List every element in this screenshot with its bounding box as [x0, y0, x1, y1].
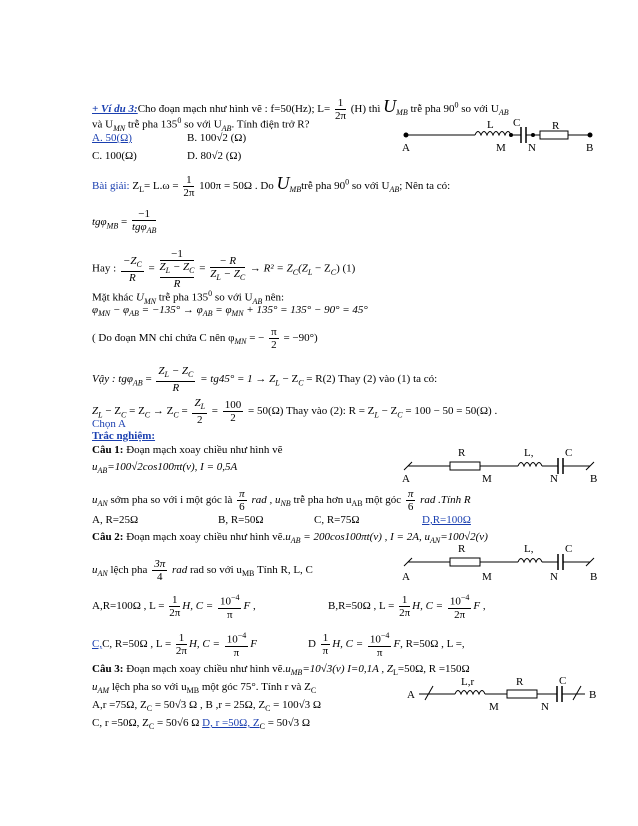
circuit-diagram-1	[400, 118, 600, 154]
q3-options-row1	[92, 699, 321, 715]
q2-option-c[interactable]: C,C, R=50Ω , L = $\frac{1}{2\pi}$ H, C = $\frac{10^{-4}}{\pi}$ F	[92, 631, 257, 659]
svg-text:M: M	[482, 571, 492, 582]
q1-option-b[interactable]: B, R=50Ω	[218, 514, 264, 526]
node-b-label: B	[586, 142, 594, 154]
svg-text:C: C	[565, 543, 573, 555]
q3-option-c[interactable]: C, r =50Ω, $Z_C = 50√6$ Ω	[92, 717, 200, 732]
example-options-row1	[92, 132, 247, 145]
svg-text:C: C	[559, 675, 567, 687]
solution-line-1: Bài giải: $Z_L= L.\omega$ = $\frac{1}{2\pi}$ 100π = 50Ω . Do $U_{MB}trễ$ pha $90^0$ so với $U_{AB}$; Nên ta có:	[92, 173, 451, 199]
q2-line2: $u_{AN}$ lệch pha $\frac{3\pi}{4}$ rad rad so với $u_{MB}$ Tính R, L, C	[92, 558, 313, 583]
svg-text:L,r: L,r	[461, 676, 475, 688]
example-heading: + Ví du 3:	[92, 103, 138, 116]
svg-text:R: R	[458, 543, 466, 555]
example-line-1: + Ví du 3:Cho đoạn mạch như hình vẽ : f=50(Hz); L= $\frac{1}{2\pi}$ (H) thì $U_{MB}$ trễ pha $90^0$ so với $U_{AB}$	[92, 96, 509, 122]
node-m-label: M	[496, 142, 506, 154]
q3-options-row2: C, r =50Ω, $Z_C = 50√6$ Ω D, r =50Ω, $Z_C = 50√3$ Ω	[92, 717, 311, 732]
node-n-label: N	[528, 142, 536, 154]
resistor-label: R	[552, 120, 560, 132]
frac-1-2pi: $\frac{1}{2\pi}$	[334, 97, 347, 122]
circuit-diagram-4	[405, 674, 600, 714]
q1-title-line: Câu 1: Đoạn mạch xoay chiều như hình vẽ	[92, 444, 283, 456]
svg-text:C: C	[565, 447, 573, 459]
example-intro: Cho đoạn mạch như hình vẽ : f=50(Hz); L=	[137, 103, 331, 116]
trac-nghiem-heading: Trắc nghiệm:	[92, 430, 156, 442]
solution-label: Bài giải:	[92, 180, 130, 193]
svg-text:L,: L,	[524, 543, 534, 555]
option-b[interactable]: B. 100√2 (Ω)	[187, 132, 247, 144]
hay-eq: Hay : $\frac{-Z_C}{R}$ = −1 $Z_L - Z_C$ R = $\frac{- R}{Z_L - Z_C}$ → $R^2 = Z_C(Z_L - Z_C)$ (1)	[92, 248, 356, 291]
q1-eq: $u_{AB}=100√2\cos 100\pi t(v)$, I = 0,5A	[92, 461, 238, 476]
option-d[interactable]: D. 80√2 (Ω)	[187, 150, 242, 162]
q3-option-a-b[interactable]: A,r =75Ω, $Z_C = 50√3$ Ω , B ,r = 25Ω, $Z_C = 100√3$ Ω	[92, 699, 322, 714]
option-a[interactable]: A. 50(Ω)	[92, 132, 132, 144]
svg-text:B: B	[590, 571, 598, 582]
node-a-label: A	[402, 142, 410, 154]
svg-text:R: R	[458, 447, 466, 459]
chon-answer: Chọn A	[92, 418, 126, 430]
q3-title-line: Câu 3: Đoạn mạch xoay chiều như hình $vẽ.u_{MB}=10√3(v)$ I=0,1A , $Z_L=50\Omega$, R =150Ω	[92, 663, 470, 678]
q1-line2: $u_{AN}$ sớm pha so với i một góc là $\frac{\pi}{6}$ rad , $u_{NB}$ trễ pha hơn $u_{AB}$ một góc $\frac{\pi}{6}$ rad .Tính R	[92, 488, 471, 513]
q2-option-d[interactable]: D $\frac{1}{\pi}$ H, C = $\frac{10^{-4}}{\pi}$ F, R=50Ω , L =,	[308, 631, 465, 659]
vay-line: Vậy : tgφ$_{AB}$ = $\frac{Z_L - Z_C}{R}$ = $tg45^\circ = 1 \to Z_L - Z_C = R(2)$ Thay (2) vào (1) ta có:	[92, 365, 438, 395]
q1-option-d[interactable]: D,R=100Ω	[422, 514, 471, 526]
q2-options-row2	[92, 630, 465, 659]
q3-line2: $u_{AM}$ lệch pha so với $u_{MB}$ một góc 75°. Tính r và $Z_C$	[92, 681, 317, 696]
q2-options-row1	[92, 592, 486, 621]
q1-option-c[interactable]: C, R=75Ω	[314, 514, 360, 526]
example-line-2: và $U_{MN}$ trễ pha $135^0$ so với $U_{AB}$. Tính điện trở R?	[92, 116, 310, 133]
q2-option-b[interactable]: B,R=50Ω , L = $\frac{1}{2\pi}$ H, C = $\frac{10^{-4}}{2\pi}$ F ,	[328, 593, 486, 621]
svg-text:M: M	[482, 473, 492, 484]
svg-text:R: R	[516, 676, 524, 688]
q3-option-d[interactable]: D, r =50Ω, Z	[202, 717, 260, 729]
svg-text:B: B	[589, 689, 597, 701]
svg-text:A: A	[402, 571, 410, 582]
svg-text:N: N	[541, 701, 549, 713]
example-options-row2	[92, 150, 242, 163]
phi-line: $\varphi_{MN} - \varphi_{AB} = -135^\circ \to \varphi_{AB} = \varphi_{MN} + 135^\circ = 135^\circ - 90^\circ = 45^\circ$	[92, 304, 368, 319]
q1-option-a[interactable]: A, R=25Ω	[92, 514, 139, 526]
last-eq-line: $Z_L - Z_C = Z_C \to Z_C$ = $\frac{Z_L}{2}$ = $\frac{100}{2}$ = 50(Ω) Thay vào (2): $R = Z_L - Z_C = 100 - 50 = 50(\Omega)$ .	[92, 397, 498, 427]
svg-text:A: A	[402, 473, 410, 484]
q1-options	[92, 514, 471, 527]
note-line: ( Do đoạn MN chỉ chứa C nên $\varphi_{MN}$ = − $\frac{\pi}{2}$ = −90°)	[92, 326, 318, 351]
circuit-diagram-3	[400, 540, 600, 582]
svg-text:A: A	[407, 689, 415, 701]
inductor-label: L	[487, 119, 494, 131]
svg-text:L,: L,	[524, 447, 534, 459]
q2-title-line: Câu 2: Đoạn mạch xoay chiều như hình $vẽ.u_{AB} = 200\cos 100\pi t(v)$ , I = 2A, $u_{AN}=100√2(v)$	[92, 531, 488, 546]
mat-khac-line: Mặt khác $U_{MN}$ trễ pha $135^0$ so với $U_{AB}$ nên:	[92, 289, 285, 306]
svg-text:B: B	[590, 473, 598, 484]
svg-text:N: N	[550, 571, 558, 582]
circuit-diagram-2	[400, 444, 600, 484]
capacitor-label: C	[513, 118, 521, 129]
svg-text:N: N	[550, 473, 558, 484]
tg-mb-eq: tgφ$_{MB}$ = $\frac{-1}{tg\varphi_{AB}}$	[92, 208, 157, 236]
option-c[interactable]: C. 100(Ω)	[92, 150, 137, 162]
svg-text:M: M	[489, 701, 499, 713]
q2-option-a[interactable]: A,R=100Ω , L = $\frac{1}{2\pi}$ H, C = $\frac{10^{-4}}{\pi}$ F ,	[92, 593, 256, 621]
